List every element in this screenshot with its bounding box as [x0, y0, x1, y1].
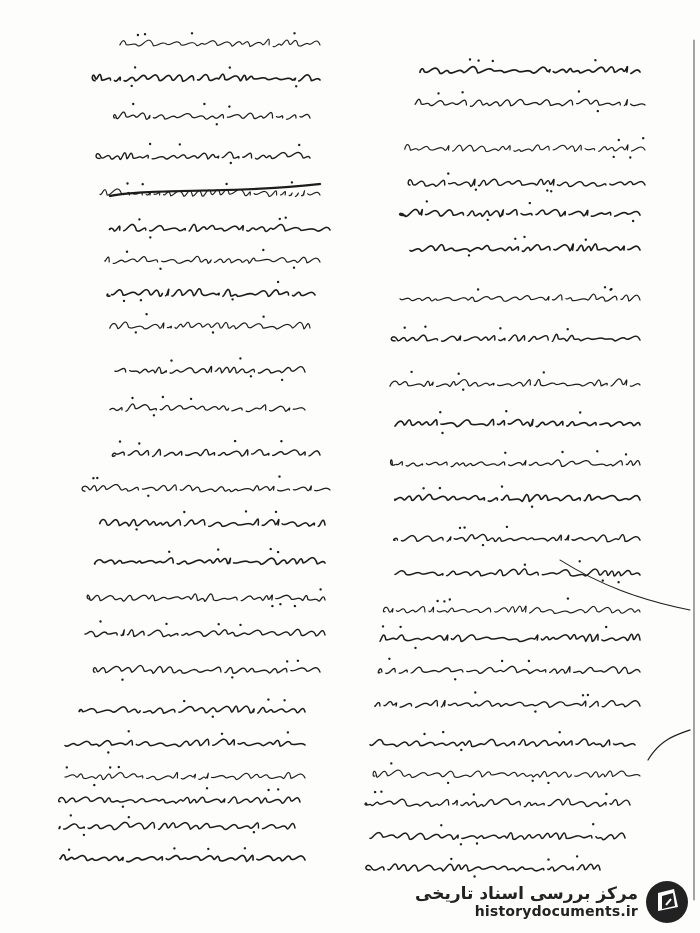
letter-dot	[230, 162, 232, 164]
handwritten-line	[92, 74, 320, 81]
handwritten-line	[112, 449, 320, 456]
letter-dot	[278, 475, 280, 477]
letter-dot	[244, 847, 246, 849]
letter-dot	[473, 875, 475, 877]
letter-dot	[447, 782, 449, 784]
letter-dot	[121, 679, 123, 681]
letter-dot	[135, 331, 137, 333]
letter-dot	[458, 373, 460, 375]
handwritten-line	[106, 322, 310, 329]
letter-dot	[567, 597, 569, 599]
handwritten-line	[61, 772, 305, 779]
letter-dot	[203, 103, 205, 105]
letter-dot	[191, 32, 193, 34]
letter-dot	[469, 58, 471, 60]
letter-dot	[68, 849, 70, 851]
letter-dot	[267, 698, 269, 700]
paper-margin-mark	[648, 730, 690, 760]
letter-dot	[592, 823, 594, 825]
handwritten-line	[373, 770, 640, 777]
letter-dot	[149, 143, 151, 145]
handwritten-line	[394, 534, 640, 541]
letter-dot	[285, 217, 287, 219]
letter-dot	[576, 855, 578, 857]
letter-dot	[605, 626, 607, 628]
letter-dot	[579, 560, 581, 562]
letter-dot	[262, 249, 264, 251]
letter-dot	[239, 357, 241, 359]
letter-dot	[443, 600, 445, 602]
letter-dot	[426, 200, 428, 202]
handwritten-line	[376, 666, 640, 673]
handwritten-line	[406, 244, 640, 251]
letter-dot	[122, 806, 124, 808]
handwritten-line	[365, 799, 630, 807]
handwritten-line	[65, 739, 305, 746]
handwritten-line	[366, 864, 600, 871]
letter-dot	[460, 749, 462, 751]
letter-dot	[277, 281, 279, 283]
handwritten-line	[114, 112, 310, 119]
letter-dot	[501, 660, 503, 662]
strike-through	[110, 184, 320, 196]
left-column-lines	[56, 32, 330, 862]
letter-dot	[642, 137, 644, 139]
letter-dot	[439, 411, 441, 413]
handwritten-line	[380, 634, 640, 641]
letter-dot	[534, 710, 536, 712]
handwritten-line	[400, 294, 640, 301]
letter-dot	[212, 716, 214, 718]
letter-dot	[454, 678, 456, 680]
letter-dot	[460, 843, 462, 845]
handwritten-line	[59, 797, 300, 803]
handwritten-line	[391, 460, 640, 467]
letter-dot	[280, 440, 282, 442]
letter-dot	[439, 487, 441, 489]
letter-dot	[504, 452, 506, 454]
letter-dot	[476, 842, 478, 844]
handwritten-line	[79, 706, 305, 713]
letter-dot	[629, 156, 631, 158]
letter-dot	[173, 847, 175, 849]
archive-logo-icon	[644, 879, 690, 925]
letter-dot	[468, 254, 470, 256]
letter-dot	[231, 298, 233, 300]
letter-dot	[380, 791, 382, 793]
letter-dot	[275, 511, 277, 513]
letter-dot	[531, 506, 533, 508]
letter-dot	[231, 676, 233, 678]
handwritten-line	[109, 224, 330, 231]
letter-dot	[131, 397, 133, 399]
letter-dot	[567, 328, 569, 330]
handwritten-line	[420, 67, 640, 74]
letter-dot	[492, 60, 494, 62]
letter-dot	[149, 236, 151, 238]
letter-dot	[138, 442, 140, 444]
handwritten-line	[395, 419, 640, 426]
letter-dot	[602, 579, 604, 581]
letter-dot	[461, 91, 463, 93]
archive-watermark	[415, 879, 690, 925]
handwritten-line	[120, 39, 320, 47]
letter-dot	[524, 564, 526, 566]
letter-dot	[543, 371, 545, 373]
handwritten-line	[93, 665, 320, 673]
letter-dot	[388, 658, 390, 660]
letter-dot	[138, 218, 140, 220]
letter-dot	[474, 691, 476, 693]
letter-dot	[477, 59, 479, 61]
letter-dot	[277, 551, 279, 553]
letter-dot	[217, 548, 219, 550]
letter-dot	[625, 453, 627, 455]
letter-dot	[119, 440, 121, 442]
letter-dot	[390, 762, 392, 764]
letter-dot	[179, 143, 181, 145]
letter-dot	[459, 527, 461, 529]
handwritten-line	[415, 99, 645, 106]
letter-dot	[475, 189, 477, 191]
letter-dot	[414, 647, 416, 649]
letter-dot	[597, 110, 599, 112]
letter-dot	[239, 624, 241, 626]
letter-dot	[144, 33, 146, 35]
letter-dot	[99, 620, 101, 622]
letter-dot	[153, 414, 155, 416]
letter-dot	[216, 123, 218, 125]
letter-dot	[596, 450, 598, 452]
letter-dot	[229, 66, 231, 68]
letter-dot	[473, 793, 475, 795]
letter-dot	[604, 286, 606, 288]
letter-dot	[165, 623, 167, 625]
letter-dot	[587, 694, 589, 696]
letter-dot	[449, 598, 451, 600]
letter-dot	[514, 238, 516, 240]
letter-dot	[450, 858, 452, 860]
letter-dot	[135, 528, 137, 530]
letter-dot	[118, 766, 120, 768]
letter-dot	[447, 172, 449, 174]
letter-dot	[482, 544, 484, 546]
letter-dot	[477, 288, 479, 290]
letter-dot	[190, 398, 192, 400]
letter-dot	[279, 603, 281, 605]
handwritten-line	[383, 606, 640, 613]
letter-dot	[66, 766, 68, 768]
letter-dot	[441, 432, 443, 434]
handwritten-line	[370, 739, 635, 747]
letter-dot	[212, 331, 214, 333]
letter-dot	[267, 789, 269, 791]
letter-dot	[134, 66, 136, 68]
letter-dot	[253, 831, 255, 833]
letter-dot	[298, 144, 300, 146]
letter-dot	[109, 766, 111, 768]
letter-dot	[293, 32, 295, 34]
letter-dot	[286, 660, 288, 662]
letter-dot	[132, 103, 134, 105]
letter-dot	[550, 190, 552, 192]
letter-dot	[234, 440, 236, 442]
letter-dot	[221, 733, 223, 735]
letter-dot	[594, 59, 596, 61]
letter-dot	[207, 848, 209, 850]
letter-dot	[137, 34, 139, 36]
handwritten-line	[375, 700, 640, 707]
letter-dot	[262, 316, 264, 318]
letter-dot	[159, 268, 161, 270]
right-column-lines	[365, 58, 645, 877]
letter-dot	[437, 92, 439, 94]
letter-dot	[295, 85, 297, 87]
letter-dot	[128, 730, 130, 732]
letter-dot	[283, 699, 285, 701]
letter-dot	[218, 623, 220, 625]
handwritten-line	[95, 558, 325, 565]
watermark-text	[415, 884, 638, 920]
letter-dot	[559, 731, 561, 733]
letter-dot	[399, 626, 401, 628]
handwritten-line	[115, 366, 305, 373]
letter-dot	[523, 236, 525, 238]
letter-dot	[319, 588, 321, 590]
letter-dot	[96, 477, 98, 479]
letter-dot	[168, 551, 170, 553]
paper-crease-line	[560, 560, 690, 610]
handwritten-line	[100, 519, 325, 526]
letter-dot	[501, 485, 503, 487]
handwritten-line	[110, 404, 305, 412]
letter-dot	[404, 327, 406, 329]
watermark-url: historydocuments.ir	[474, 904, 638, 920]
letter-dot	[529, 202, 531, 204]
letter-dot	[440, 824, 442, 826]
letter-dot	[107, 751, 109, 753]
handwritten-line	[56, 855, 305, 862]
letter-dot	[463, 526, 465, 528]
handwritten-line	[390, 379, 640, 387]
letter-dot	[297, 660, 299, 662]
letter-dot	[424, 326, 426, 328]
letter-dot	[436, 600, 438, 602]
letter-dot	[70, 814, 72, 816]
letter-dot	[131, 85, 133, 87]
handwritten-line	[82, 484, 330, 491]
letter-dot	[605, 793, 607, 795]
handwritten-line	[366, 833, 625, 840]
handwritten-line	[96, 152, 310, 159]
letter-dot	[277, 788, 279, 790]
letter-dot	[618, 139, 620, 141]
letter-dot	[585, 239, 587, 241]
letter-dot	[92, 477, 94, 479]
letter-dot	[145, 313, 147, 315]
letter-dot	[287, 731, 289, 733]
letter-dot	[183, 700, 185, 702]
letter-dot	[140, 299, 142, 301]
letter-dot	[162, 396, 164, 398]
letter-dot	[505, 410, 507, 412]
letter-dot	[547, 782, 549, 784]
letter-dot	[294, 605, 296, 607]
letter-dot	[532, 780, 534, 782]
letter-dot	[293, 267, 295, 269]
letter-dot	[547, 858, 549, 860]
letter-dot	[147, 495, 149, 497]
letter-dot	[422, 487, 424, 489]
letter-dot	[281, 379, 283, 381]
letter-dot	[613, 156, 615, 158]
handwritten-line	[107, 289, 315, 297]
handwritten-line	[105, 256, 320, 263]
letter-dot	[123, 300, 125, 302]
letter-dot	[487, 219, 489, 221]
handwritten-line	[391, 334, 640, 341]
letter-dot	[582, 694, 584, 696]
handwritten-line	[395, 494, 640, 501]
handwritten-line	[408, 179, 645, 186]
letter-dot	[579, 411, 581, 413]
letter-dot	[270, 548, 272, 550]
letter-dot	[617, 581, 619, 583]
letter-dot	[374, 791, 376, 793]
letter-dot	[528, 660, 530, 662]
letter-dot	[128, 816, 130, 818]
handwritten-line	[405, 145, 645, 152]
letter-dot	[228, 105, 230, 107]
letter-dot	[561, 451, 563, 453]
letter-dot	[126, 251, 128, 253]
letter-dot	[291, 181, 293, 183]
letter-dot	[610, 288, 612, 290]
letter-dot	[225, 183, 227, 185]
watermark-org-name: مرکز بررسی اسناد تاریخی	[415, 884, 638, 904]
letter-dot	[506, 526, 508, 528]
handwritten-line	[87, 594, 325, 601]
letter-dot	[126, 182, 128, 184]
letter-dot	[279, 218, 281, 220]
letter-dot	[142, 183, 144, 185]
letter-dot	[183, 511, 185, 513]
letter-dot	[546, 189, 548, 191]
letter-dot	[250, 375, 252, 377]
letter-dot	[462, 389, 464, 391]
handwritten-line	[56, 822, 295, 829]
letter-dot	[410, 371, 412, 373]
letter-dot	[206, 787, 208, 789]
letter-dot	[93, 784, 95, 786]
letter-dot	[442, 731, 444, 733]
letter-dot	[499, 327, 501, 329]
letter-dot	[632, 220, 634, 222]
letter-dot	[382, 625, 384, 627]
letter-dot	[578, 90, 580, 92]
letter-dot	[423, 733, 425, 735]
handwritten-line	[400, 209, 640, 216]
letter-dot	[170, 359, 172, 361]
letter-dot	[83, 834, 85, 836]
letter-dot	[271, 605, 273, 607]
handwritten-line	[395, 569, 640, 576]
handwritten-line	[85, 629, 325, 636]
letter-dot	[245, 510, 247, 512]
